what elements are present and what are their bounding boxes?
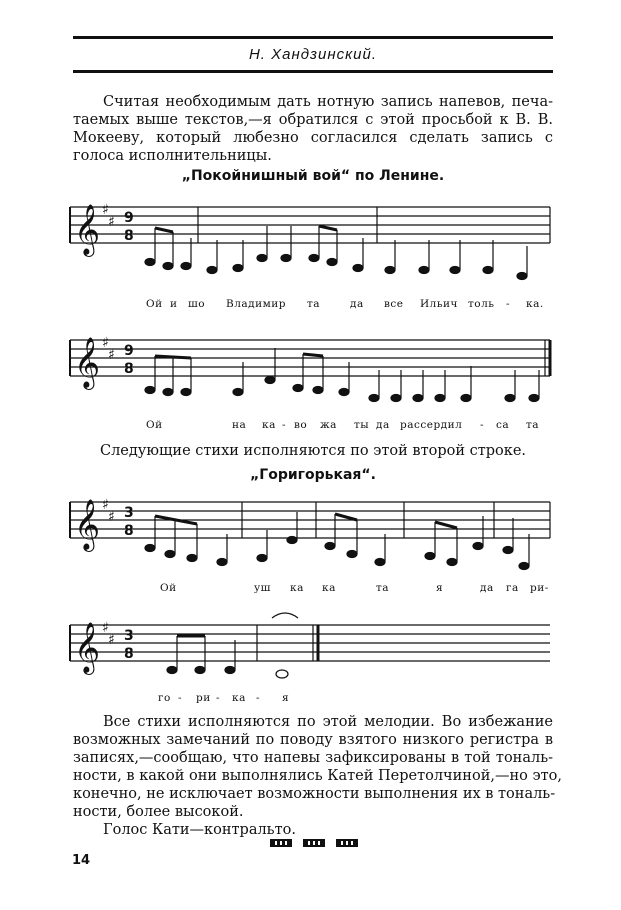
notes-song2-row2 [167, 613, 298, 678]
song1-lyrics-row1 [0, 298, 621, 314]
lyric-syllable: да [350, 298, 364, 310]
song2-lyrics-row1 [0, 582, 621, 598]
svg-text:♯: ♯ [102, 620, 109, 636]
staff-song2-row2 [70, 625, 550, 661]
staff-song1-row1 [70, 207, 550, 243]
outro-line: возможных замечаний по поводу взятого низкого регистра в [73, 732, 553, 748]
treble-clef-icon: 𝄞 [74, 499, 101, 550]
svg-text:3: 3 [124, 505, 134, 521]
lyric-syllable: жа [320, 419, 337, 431]
lyric-syllable: шо [188, 298, 206, 310]
outro-line: записях,—сообщаю, что напевы зафиксированы в той тональ- [73, 750, 553, 766]
lyric-syllable: ри- [530, 582, 549, 594]
lyric-syllable: Ой [160, 582, 177, 594]
svg-text:8: 8 [124, 361, 134, 377]
outro-line: Все стихи исполняются по этой мелодии. Во избежание [103, 714, 553, 730]
lyric-syllable: - [506, 298, 511, 310]
lyric-syllable: ты [354, 419, 370, 431]
intro-line: таемых выше текстов,—я обратился с этой просьбой к В. В. [73, 112, 553, 128]
lyric-syllable: я [436, 582, 444, 594]
svg-text:9: 9 [124, 210, 134, 226]
lyric-syllable: са [496, 419, 510, 431]
outro-line: конечно, не исключает возможности выполнения их в тональ- [73, 786, 556, 802]
lyric-syllable: да [480, 582, 494, 594]
song1-lyrics-row2 [0, 419, 621, 435]
lyric-syllable: - [216, 692, 221, 704]
svg-text:9: 9 [124, 343, 134, 359]
lyric-syllable: га [506, 582, 519, 594]
lyric-syllable: го [158, 692, 171, 704]
lyric-syllable: Ой [146, 298, 163, 310]
svg-text:8: 8 [124, 228, 134, 244]
lyric-syllable: рассердил [400, 419, 463, 431]
staff-song2-row1 [70, 502, 550, 538]
svg-text:8: 8 [124, 646, 134, 662]
lyric-syllable: ри [196, 692, 211, 704]
svg-text:8: 8 [124, 523, 134, 539]
lyric-syllable: во [294, 419, 308, 431]
treble-clef-icon: 𝄞 [74, 337, 101, 388]
ornament-divider-icon [270, 838, 360, 848]
lyric-syllable: ка. [526, 298, 544, 310]
between-staves-text: Следующие стихи исполняются по этой второй строке. [99, 443, 527, 459]
outro-closing-line: Голос Кати—контральто. [103, 822, 296, 838]
lyric-syllable: все [384, 298, 404, 310]
lyric-syllable: та [376, 582, 390, 594]
staff-song1-row2 [70, 340, 550, 376]
lyric-syllable: Ильич [420, 298, 458, 310]
lyric-syllable: ка [262, 419, 276, 431]
lyric-syllable: та [526, 419, 540, 431]
outro-line: ности, более высокой. [73, 804, 244, 820]
page-number: 14 [72, 853, 91, 868]
lyric-syllable: Владимир [226, 298, 286, 310]
lyric-syllable: уш [254, 582, 271, 594]
svg-text:♯: ♯ [108, 347, 115, 363]
svg-text:3: 3 [124, 628, 134, 644]
intro-line: Мокееву, который любезно согласился сделать запись с [73, 130, 553, 146]
svg-text:♯: ♯ [102, 202, 109, 218]
svg-text:♯: ♯ [108, 632, 115, 648]
lyric-syllable: толь [468, 298, 495, 310]
lyric-syllable: да [376, 419, 390, 431]
song2-title: „Горигорькая“. [250, 467, 376, 483]
song1-title: „Покойнишный вой“ по Ленине. [181, 168, 445, 184]
treble-clef-icon: 𝄞 [74, 622, 101, 673]
svg-text:♯: ♯ [108, 509, 115, 525]
notes-song2-row1 [145, 512, 529, 570]
svg-text:♯: ♯ [102, 335, 109, 351]
outro-paragraph [73, 713, 562, 839]
lyric-syllable: - [256, 692, 261, 704]
treble-clef-icon: 𝄞 [74, 204, 101, 255]
outro-line: ности, в какой они выполнялись Катей Перетолчиной,—но это, [73, 768, 562, 784]
running-header: Н. Хандзинский. [248, 46, 378, 63]
lyric-syllable: - [178, 692, 183, 704]
intro-line: голоса исполнительницы. [73, 148, 272, 164]
lyric-syllable: та [307, 298, 321, 310]
svg-text:♯: ♯ [102, 497, 109, 513]
svg-text:♯: ♯ [108, 214, 115, 230]
lyric-syllable: ка [290, 582, 304, 594]
lyric-syllable: Ой [146, 419, 163, 431]
notes-song1-row2 [145, 348, 539, 402]
lyric-syllable: - [480, 419, 485, 431]
lyric-syllable: ка [322, 582, 336, 594]
lyric-syllable: - [282, 419, 287, 431]
lyric-syllable: и [170, 298, 178, 310]
lyric-syllable: ка [232, 692, 246, 704]
lyric-syllable: на [232, 419, 247, 431]
clefs [74, 204, 100, 675]
intro-line: Считая необходимым дать нотную запись напевов, печа- [103, 94, 553, 110]
song2-lyrics-row2 [0, 692, 621, 708]
lyric-syllable: я [282, 692, 290, 704]
